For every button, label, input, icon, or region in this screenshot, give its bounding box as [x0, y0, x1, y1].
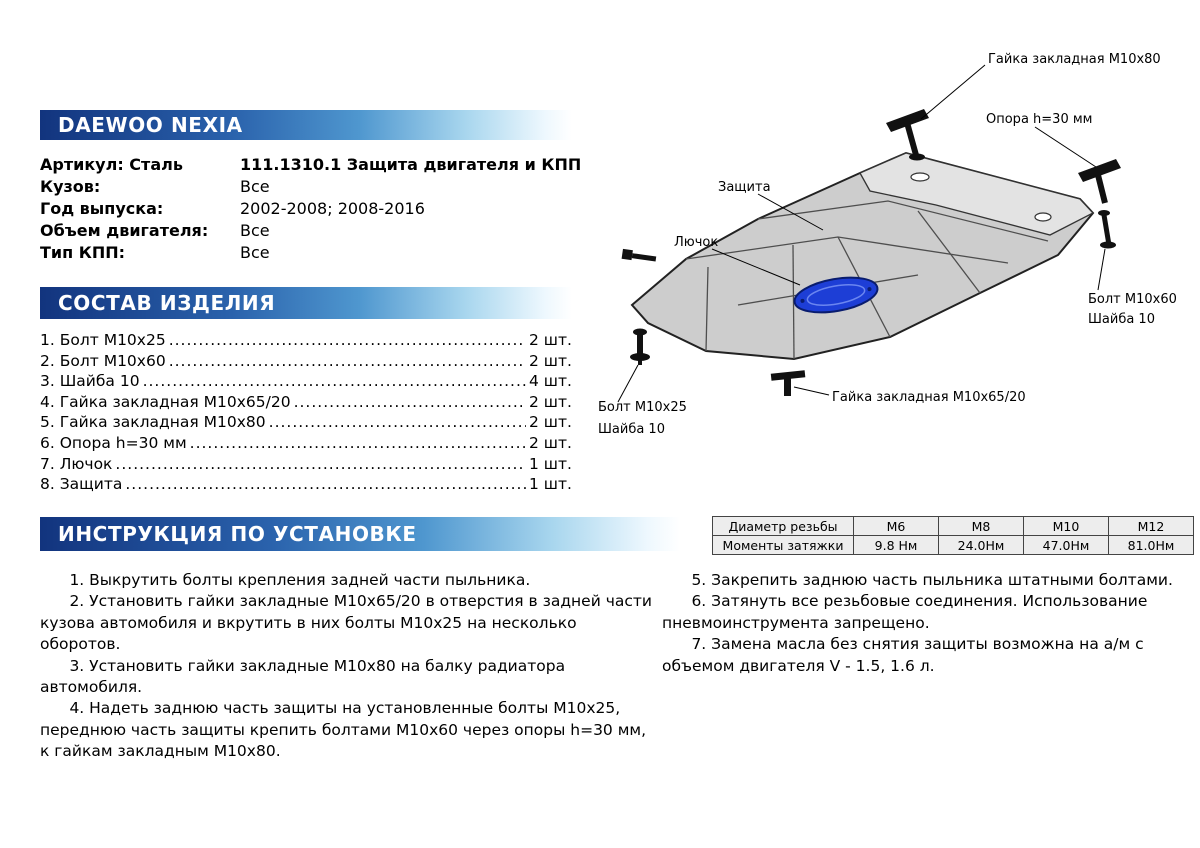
callout-line-nut-m10x80 — [921, 65, 985, 119]
instruction-step: 4. Надеть заднюю часть защиты на установленные болты М10х25, переднюю часть защиты крепить болтами М10х60 через опоры h=30 мм, к гайкам закладным М10х80. — [40, 699, 647, 760]
spec-value: 2002-2008; 2008-2016 — [240, 198, 425, 218]
label-plate: Защита — [718, 180, 771, 195]
instruction-step: 6. Затянуть все резьбовые соединения. Использование пневмоинструмента запрещено. — [662, 592, 1148, 632]
callout-line-nut-m10x65 — [794, 387, 829, 395]
part-name: 2. Болт М10х60 — [40, 351, 166, 370]
skid-plate-drawing — [632, 153, 1093, 359]
dot-leader — [169, 331, 526, 349]
bottom-center-nut — [771, 370, 806, 396]
spec-row-article — [40, 153, 585, 175]
table-row — [713, 536, 1194, 555]
torque-cell: 9.8 Нм — [854, 536, 939, 555]
torque-cell: М8 — [939, 517, 1024, 536]
spec-value: Все — [240, 220, 270, 240]
list-item — [40, 413, 585, 434]
label-bolt-m10x25-washer: Шайба 10 — [598, 422, 665, 437]
composition-header-bar — [40, 287, 572, 319]
torque-cell: 81.0Нм — [1109, 536, 1194, 555]
instructions-title: ИНСТРУКЦИЯ ПО УСТАНОВКЕ — [58, 522, 417, 546]
part-name: 5. Гайка закладная М10х80 — [40, 413, 266, 432]
instruction-step: 5. Закрепить заднюю часть пыльника штатными болтами. — [691, 571, 1173, 589]
spec-label: Объем двигателя: — [40, 220, 209, 240]
torque-row-header: Диаметр резьбы — [713, 517, 854, 536]
list-item — [40, 475, 585, 496]
label-nut-m10x65: Гайка закладная М10х65/20 — [832, 390, 1026, 405]
part-qty: 2 шт. — [529, 413, 572, 432]
instruction-step: 1. Выкрутить болты крепления задней части пыльника. — [69, 571, 531, 589]
part-name: 3. Шайба 10 — [40, 372, 140, 391]
list-item — [40, 393, 585, 414]
dot-leader — [190, 434, 526, 452]
spec-value: Все — [240, 242, 270, 262]
spec-row-gearbox — [40, 241, 585, 263]
label-bolt-m10x60-washer: Шайба 10 — [1088, 312, 1155, 327]
torque-table — [712, 516, 1194, 555]
dot-leader — [294, 393, 526, 411]
part-qty: 2 шт. — [529, 433, 572, 452]
label-bolt-m10x25: Болт М10х25 — [598, 400, 687, 415]
callout-line-support — [1035, 127, 1096, 167]
torque-cell: М10 — [1024, 517, 1109, 536]
spec-table — [40, 153, 585, 263]
part-qty: 4 шт. — [529, 372, 572, 391]
part-qty: 1 шт. — [529, 475, 572, 494]
dot-leader — [115, 455, 526, 473]
spec-label: Артикул: Сталь — [40, 154, 183, 174]
composition-title: СОСТАВ ИЗДЕЛИЯ — [58, 291, 276, 315]
torque-cell: 47.0Нм — [1024, 536, 1109, 555]
spec-label: Год выпуска: — [40, 198, 164, 218]
callout-line-bolt-m10x60 — [1098, 249, 1105, 290]
dot-leader — [143, 372, 526, 390]
model-header-bar — [40, 110, 572, 140]
instructions-header-bar — [40, 517, 680, 551]
spec-row-engine — [40, 219, 585, 241]
table-row — [713, 517, 1194, 536]
instructions-right-column — [662, 570, 1177, 677]
part-name: 4. Гайка закладная М10х65/20 — [40, 392, 291, 411]
instruction-step: 3. Установить гайки закладные М10х80 на балку радиатора автомобиля. — [40, 656, 566, 696]
part-qty: 1 шт. — [529, 454, 572, 473]
dot-leader — [169, 352, 526, 370]
list-item — [40, 455, 585, 476]
spec-value: 111.1310.1 Защита двигателя и КПП — [240, 154, 582, 174]
spec-row-body — [40, 175, 585, 197]
part-qty: 2 шт. — [529, 392, 572, 411]
instruction-step: 2. Установить гайки закладные М10х65/20 в отверстия в задней части кузова автомобиля и вкрутить в них болты М10х25 на несколько оборотов. — [40, 592, 652, 654]
spec-label: Кузов: — [40, 176, 101, 196]
list-item — [40, 434, 585, 455]
plate-hole — [1035, 213, 1051, 221]
part-qty: 2 шт. — [529, 351, 572, 370]
callout-line-bolt-m10x25 — [618, 365, 638, 402]
part-qty: 2 шт. — [529, 331, 572, 349]
part-name: 8. Защита — [40, 475, 123, 494]
instructions-left-column — [40, 570, 654, 762]
torque-cell: М6 — [854, 517, 939, 536]
list-item — [40, 352, 585, 373]
dot-leader — [269, 413, 526, 431]
label-bolt-m10x60: Болт М10х60 — [1088, 292, 1177, 307]
spec-label: Тип КПП: — [40, 242, 126, 262]
part-name: 1. Болт М10х25 — [40, 331, 166, 349]
spec-value: Все — [240, 176, 270, 196]
torque-cell: 24.0Нм — [939, 536, 1024, 555]
plate-hole — [911, 173, 929, 181]
label-support: Опора h=30 мм — [986, 112, 1093, 127]
spec-row-year — [40, 197, 585, 219]
parts-list — [40, 331, 585, 496]
dot-leader — [125, 475, 526, 493]
torque-cell: М12 — [1109, 517, 1194, 536]
model-title: DAEWOO NEXIA — [58, 113, 243, 137]
instruction-step: 7. Замена масла без снятия защиты возможна на а/м с объемом двигателя V - 1.5, 1.6 л. — [662, 635, 1144, 675]
label-hatch: Лючок — [674, 235, 719, 250]
label-nut-m10x80: Гайка закладная М10х80 — [988, 52, 1161, 67]
part-name: 6. Опора h=30 мм — [40, 433, 187, 452]
assembly-diagram — [588, 5, 1188, 475]
torque-row-header: Моменты затяжки — [713, 536, 854, 555]
side-bolt — [622, 249, 657, 264]
list-item — [40, 372, 585, 393]
bottom-left-bolt — [630, 329, 650, 366]
list-item — [40, 331, 585, 352]
part-name: 7. Лючок — [40, 454, 113, 473]
